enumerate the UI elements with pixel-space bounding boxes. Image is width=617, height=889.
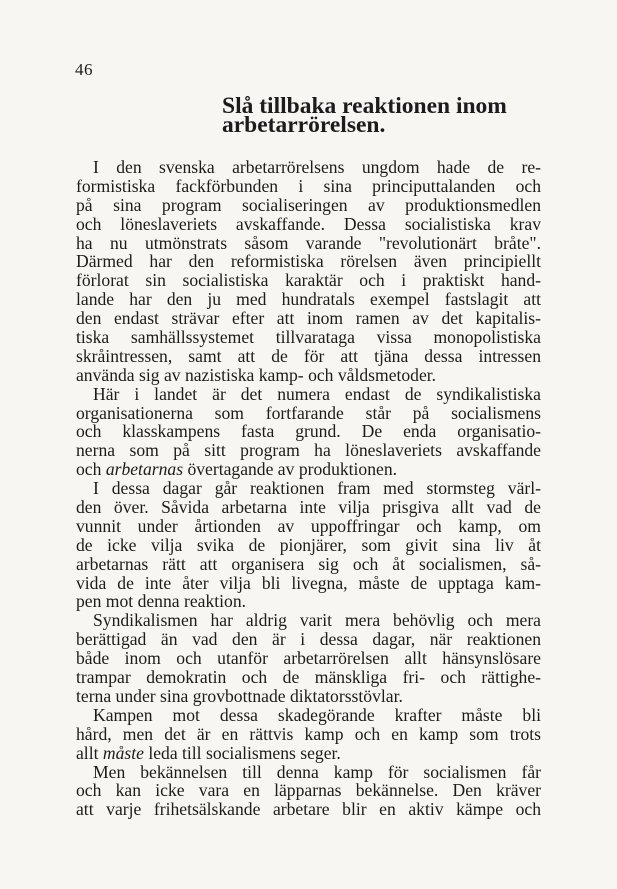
text-line: berättigad än vad den är i dessa dagar, när reaktionen — [76, 629, 541, 650]
emphasized-word: måste — [102, 742, 144, 763]
text-line: den endast strävar efter att inom ramen av det kapitalis- — [76, 308, 541, 329]
text-line: Kampen mot dessa skadegörande krafter måste bli — [93, 704, 541, 725]
text-line — [76, 744, 541, 763]
chapter-title-line-1: Slå tillbaka reaktionen inom — [222, 93, 507, 119]
text-line: den över. Såvida arbetarna inte vilja prisgiva allt vad de — [76, 497, 541, 518]
chapter-title — [222, 92, 552, 138]
body-text — [76, 158, 541, 819]
text-fragment: leda till socialismens seger. — [143, 742, 341, 763]
text-line: de icke vilja svika de pionjärer, som givit sina liv åt — [76, 534, 541, 555]
text-line: på sina program socialiseringen av produktionsmedlen — [76, 194, 541, 215]
text-line: arbetarnas rätt att organisera sig och åt socialismen, så- — [76, 553, 541, 574]
text-line: att varje frihetsälskande arbetare blir en aktiv kämpe och — [76, 799, 541, 820]
text-fragment: övertagande av produktionen. — [183, 459, 398, 480]
paragraph-6 — [76, 763, 541, 820]
text-line: terna under sina grovbottnade diktatorsstövlar. — [76, 685, 403, 706]
text-line: pen mot denna reaktion. — [76, 591, 247, 612]
text-line: Därmed har den reformistiska rörelsen även principiellt — [76, 251, 541, 272]
text-line: vunnit under årtionden av uppoffringar och kamp, om — [76, 515, 541, 536]
text-line: ha nu utmönstrats såsom varande "revolutionärt bråte". — [76, 232, 541, 253]
text-line: I dessa dagar går reaktionen fram med stormsteg värl- — [93, 478, 541, 499]
text-line: vida de inte åter vilja bli livegna, måste de upptaga kam- — [76, 572, 541, 593]
paragraph-4 — [76, 611, 541, 705]
paragraph-2 — [76, 385, 541, 479]
text-line: tiska samhällssystemet tillvarataga vissa monopolistiska — [76, 327, 541, 348]
paragraph-1 — [76, 158, 541, 385]
text-line: använda sig av nazistiska kamp- och våldsmetoder. — [76, 364, 437, 385]
text-line: hård, men det är en rättvis kamp och en kamp som trots — [76, 723, 541, 744]
text-line: och löneslaveriets avskaffande. Dessa socialistiska krav — [76, 213, 541, 234]
text-line: Men bekännelsen till denna kamp för socialismen får — [93, 761, 541, 782]
chapter-title-line-2: arbetarrörelsen. — [222, 111, 386, 138]
text-line: I den svenska arbetarrörelsens ungdom hade de re- — [93, 157, 541, 177]
page-number: 46 — [75, 60, 93, 79]
text-line: trampar demokratin och de mänskliga fri- och rättighe- — [76, 667, 541, 688]
text-line: organisationerna som fortfarande står på socialismens — [76, 402, 541, 423]
paragraph-3 — [76, 479, 541, 611]
text-fragment: allt — [76, 742, 103, 763]
emphasized-word: arbetarnas — [105, 459, 184, 480]
text-line: nerna som på sitt program ha löneslaveriets avskaffande — [76, 440, 541, 461]
text-line: Här i landet är det numera endast de syndikalistiska — [93, 383, 541, 404]
text-line: och klasskampens fasta grund. De enda organisatio- — [76, 421, 541, 442]
text-line — [76, 460, 541, 479]
text-fragment: och — [76, 459, 106, 480]
text-line: och kan icke vara en läpparnas bekännelse. Den kräver — [76, 780, 541, 801]
paragraph-5 — [76, 706, 541, 763]
text-line: förlorat sin socialistiska karaktär och i praktiskt hand- — [76, 270, 541, 291]
text-line: Syndikalismen har aldrig varit mera behövlig och mera — [93, 610, 541, 631]
text-line: både inom och utanför arbetarrörelsen allt hänsynslösare — [76, 648, 541, 669]
text-line: lande har den ju med hundratals exempel fastslagit att — [76, 289, 541, 310]
text-line: skråintressen, samt att de för att tjäna dessa intressen — [76, 345, 541, 366]
text-line: formistiska fackförbunden i sina principuttalanden och — [76, 175, 541, 196]
